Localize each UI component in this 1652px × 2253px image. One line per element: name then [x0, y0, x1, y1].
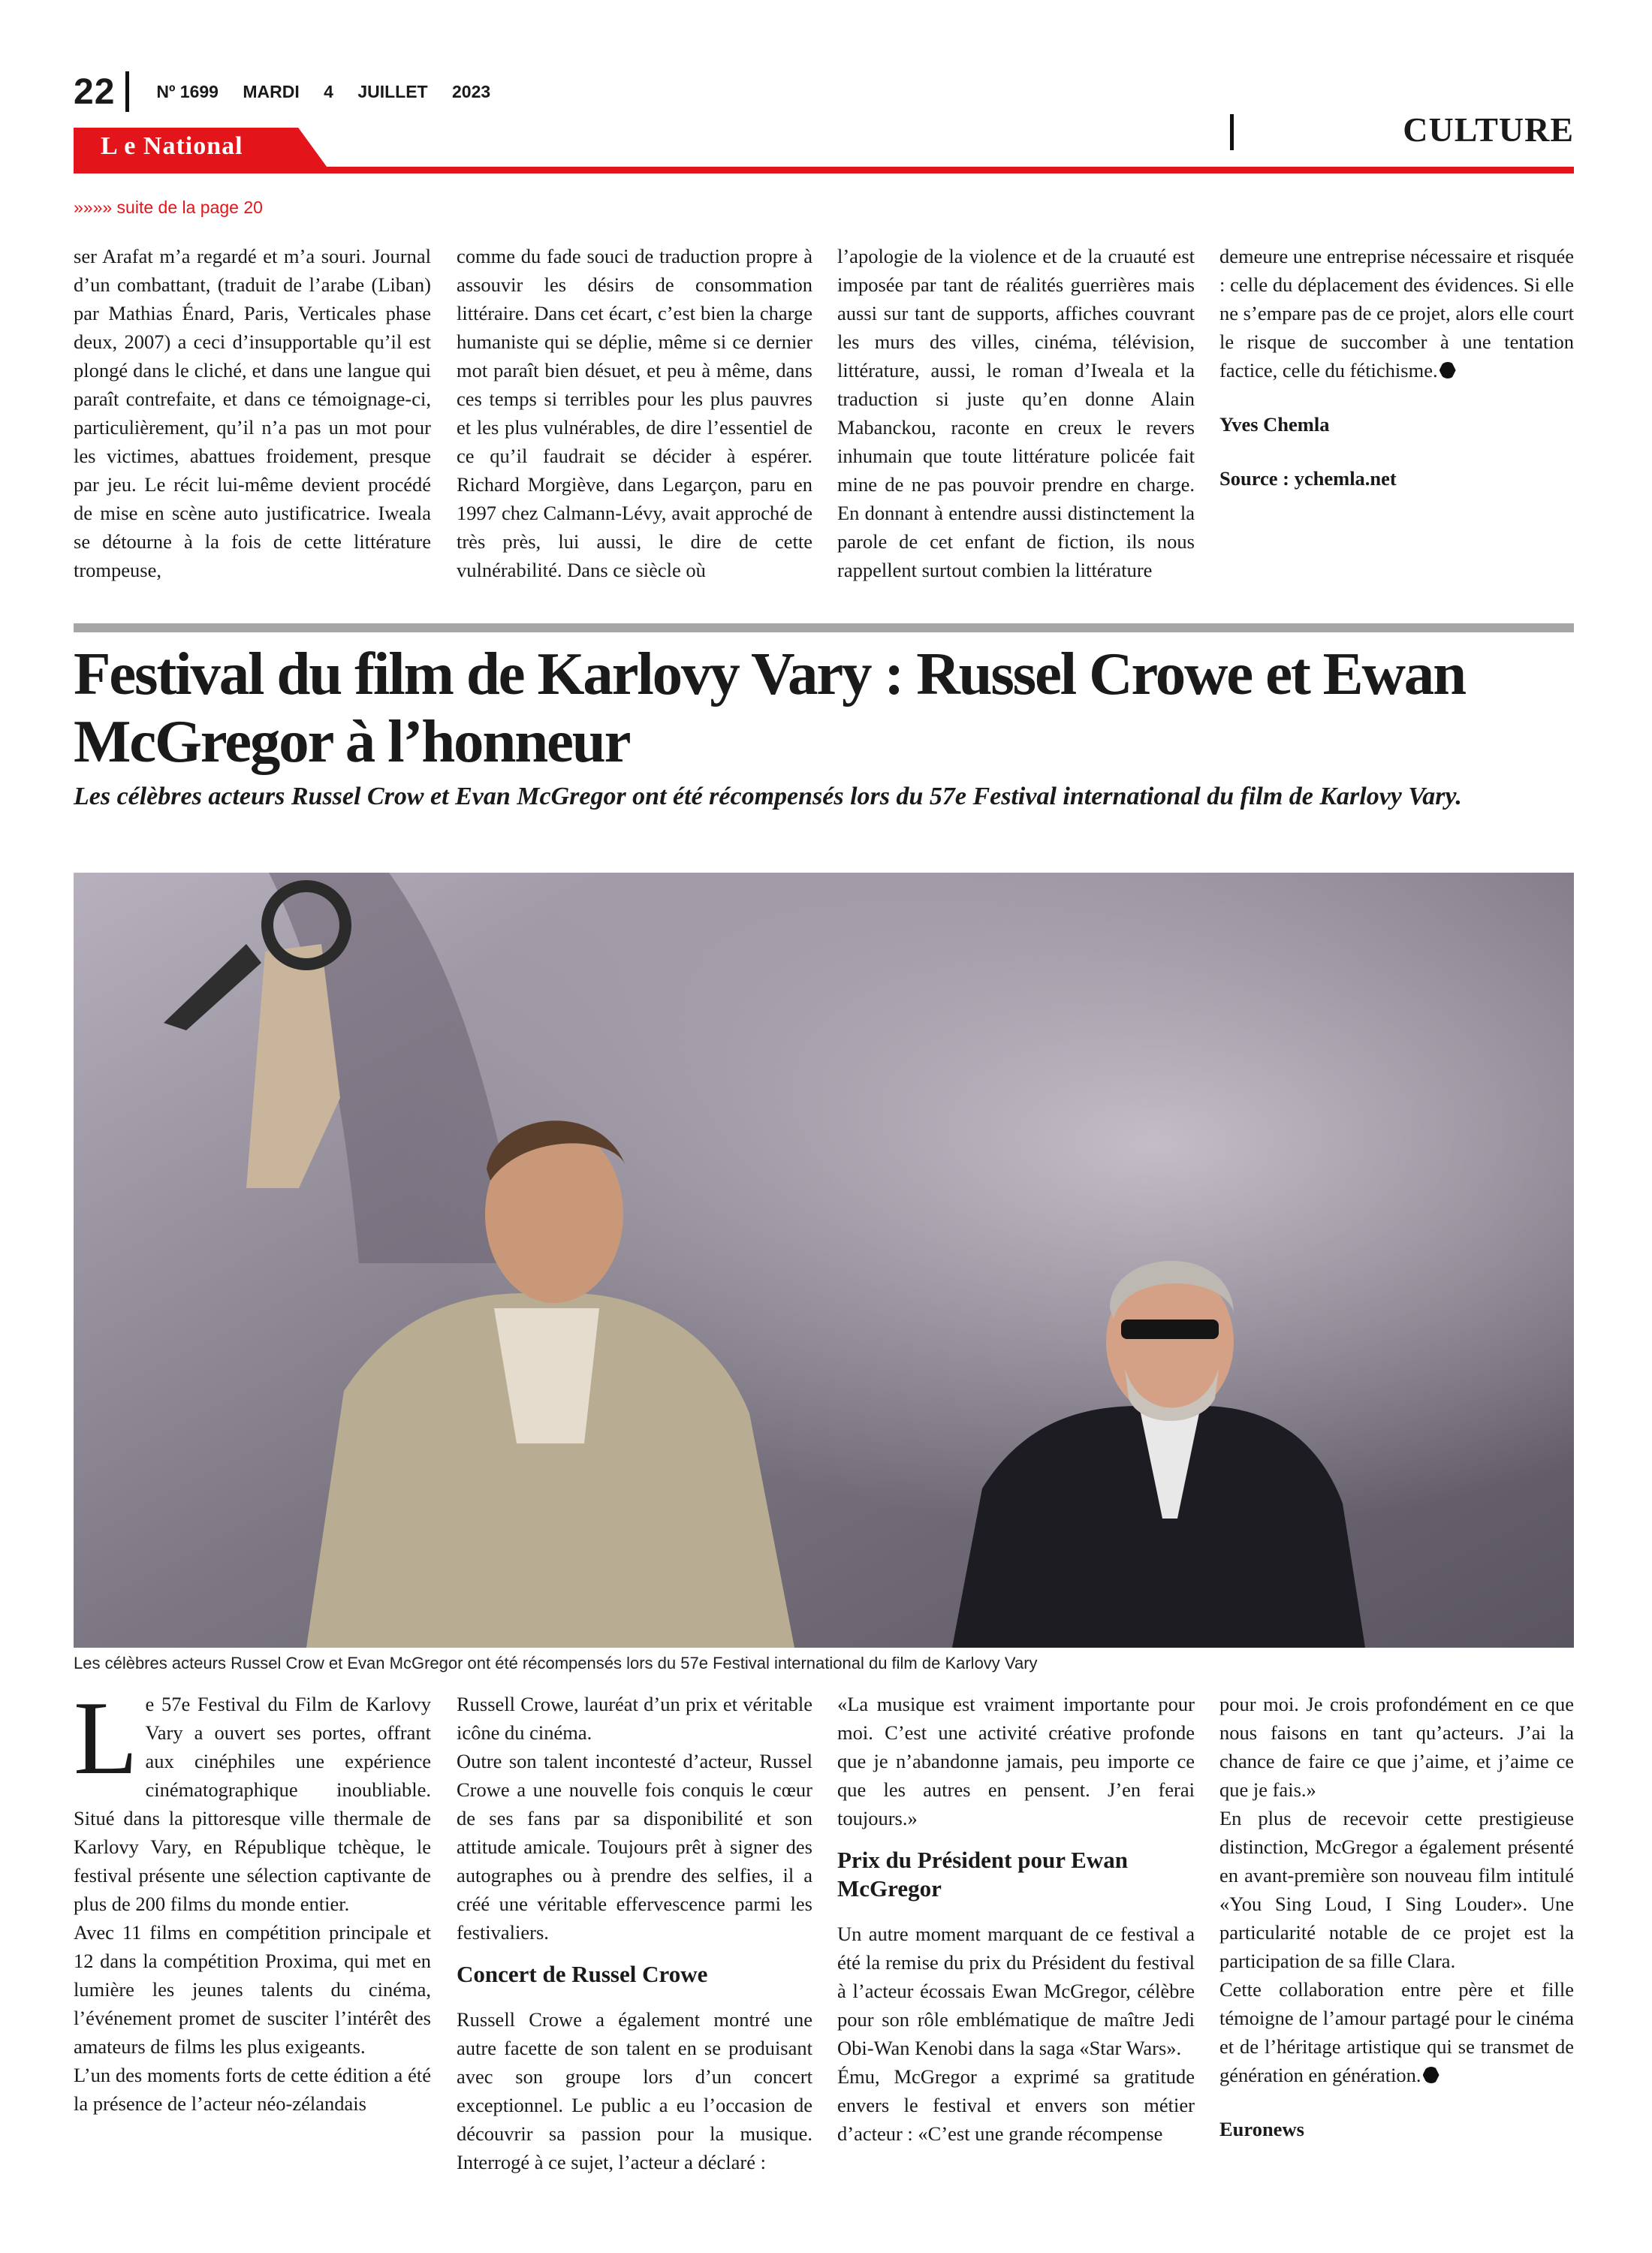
article-lede: Les célèbres acteurs Russel Crow et Evan McGregor ont été récompensés lors du 57e Festival international du film de Karlovy Vary.	[74, 783, 1462, 810]
paragraph: En plus de recevoir cette prestigieuse distinction, McGregor a également présenté en avant-première son nouveau film intitulé «You Sing Loud, I Sing Louder». Une particularité notable de ce projet est la participation de sa fille Clara.	[1219, 1807, 1574, 1972]
issue-day: MARDI	[243, 81, 300, 101]
issue-date: 4	[324, 81, 333, 101]
article-photo	[74, 873, 1574, 1648]
header-divider	[125, 71, 129, 112]
continued-from: »»»» suite de la page 20	[74, 198, 263, 217]
body-column-3	[837, 1690, 1195, 2148]
author-signature: Yves Chemla	[1219, 413, 1330, 436]
paragraph	[1219, 1975, 1574, 2089]
paragraph: «La musique est vraiment importante pour moi. C’est une activité créative profonde que je n’abandonne jamais, peu importe ce que les autres en pensent. J’en ferai toujours.»	[837, 1693, 1195, 1829]
paragraph: ser Arafat m’a regardé et m’a souri. Journal d’un combattant, (traduit de l’arabe (Liban) par Mathias Énard, Paris, Verticales phase deux, 2007) a ceci d’insupportable qu’il est plongé dans le cliché, et dans une langue qui paraît contrefaite, et dans ce témoignage-ci, particulièrement, qu’il n’a pas un mot pour les victimes, abattues froidement, presque par jeu. Le récit lui-même devient procédé de mise en scène auto justificatrice. Iweala se détourne à la fois de cette littérature trompeuse,	[74, 245, 431, 581]
source-line: Source : ychemla.net	[1219, 467, 1397, 490]
paragraph: Un autre moment marquant de ce festival a été la remise du prix du Président du festival à l’acteur écossais Ewan McGregor, célèbre pour son rôle emblématique de maître Jedi Obi-Wan Kenobi dans la saga «Star Wars».	[837, 1923, 1195, 2059]
brand-name: L e National	[101, 132, 243, 160]
paragraph	[74, 1680, 431, 1918]
subheading-president-prize: Prix du Président pour Ewan McGregor	[837, 1847, 1128, 1902]
hexagon-end-icon	[1423, 2067, 1439, 2083]
paragraph: Outre son talent incontesté d’acteur, Russel Crowe a une nouvelle fois conquis le cœur de ses fans par sa disponibilité et son attitude amicale. Toujours prêt à signer des autographes ou à prendre des selfies, il a créé une véritable effervescence parmi les festivaliers.	[457, 1750, 812, 1944]
headline-line-1: Festival du film de Karlovy Vary : Russel Crowe et Ewan	[74, 640, 1465, 707]
body-column-1	[74, 1680, 431, 2118]
issue-meta	[156, 82, 510, 102]
top-column-2	[457, 242, 812, 607]
paragraph: L’un des moments forts de cette édition a été la présence de l’acteur néo-zélandais	[74, 2064, 431, 2115]
issue-number: Nº 1699	[156, 81, 219, 101]
body-column-2	[457, 1690, 812, 2176]
paragraph: Russell Crowe, lauréat d’un prix et véritable icône du cinéma.	[457, 1693, 812, 1744]
issue-month: JUILLET	[357, 81, 428, 101]
paragraph: l’apologie de la violence et de la cruauté est imposée par tant de réalités guerrières mais aussi sur tant de supports, affiches couvrant les murs des villes, cinéma, télévision, littérature, aussi, le roman d’Iweala et la traduction si juste qu’en donne Alain Mabanckou, raconte en creux le revers inhumain que toute littérature policée fait mine de ne pas pouvoir prendre en charge. En donnant à entendre aussi distinctement la parole de cet enfant de fiction, ils nous rappellent surtout combien la littérature	[837, 245, 1195, 581]
paragraph-text: demeure une entreprise nécessaire et risquée : celle du déplacement des évidences. Si elle ne s’empare pas de ce projet, alors elle court le risque de succomber à une tentation factice, celle du fétichisme.	[1219, 245, 1574, 382]
paragraph: Ému, McGregor a exprimé sa gratitude envers le festival et envers son métier d’acteur : «C’est une grande récompense	[837, 2065, 1195, 2145]
paragraph	[1219, 242, 1574, 385]
paragraph: Avec 11 films en compétition principale et 12 dans la compétition Proxima, qui met en lumière les jeunes talents du cinéma, l’événement promet de susciter l’intérêt des amateurs de films les plus exigeants.	[74, 1921, 431, 2058]
page-header	[74, 69, 510, 114]
page-number: 22	[74, 71, 116, 112]
section-divider	[1230, 114, 1234, 150]
section-separator	[74, 623, 1574, 632]
top-column-4	[1219, 242, 1574, 607]
article-source: Euronews	[1219, 2118, 1304, 2140]
top-column-3	[837, 242, 1195, 607]
paragraph: Russell Crowe a également montré une autre facette de son talent en se produisant avec son groupe lors d’un concert exceptionnel. Le public a eu l’occasion de découvrir sa passion pour la musique. Interrogé à ce sujet, l’acteur a déclaré :	[457, 2008, 812, 2173]
subheading-concert: Concert de Russel Crowe	[457, 1961, 708, 1987]
header-rule	[74, 167, 1574, 173]
paragraph: comme du fade souci de traduction propre à assouvir les désirs de consommation littéraire. Dans cet écart, c’est bien la charge humaniste qui se déplie, même si ce dernier mot paraît bien désuet, et peu à même, dans ces temps si terribles pour les plus pauvres et les plus vulnérables, de dire l’essentiel de ce qu’il faudrait se décider à espérer. Richard Morgiève, dans Legarçon, paru en 1997 chez Calmann-Lévy, avait approché de très près, lui aussi, le dire de cette vulnérabilité. Dans ce siècle où	[457, 245, 812, 581]
drop-cap: L	[74, 1680, 138, 1796]
top-column-1	[74, 242, 431, 607]
photo-caption: Les célèbres acteurs Russel Crow et Evan McGregor ont été récompensés lors du 57e Festival international du film de Karlovy Vary	[74, 1654, 1038, 1672]
photo-illustration	[74, 873, 1574, 1648]
issue-year: 2023	[452, 81, 491, 101]
paragraph-text: Cette collaboration entre père et fille témoigne de l’amour partagé pour le cinéma et de l’héritage artistique qui se transmet de génération en génération.	[1219, 1978, 1574, 2086]
paragraph: pour moi. Je crois profondément en ce que nous faisons en tant qu’acteurs. J’ai la chance de faire ce que j’aime, et j’aime ce que je fais.»	[1219, 1693, 1574, 1801]
headline-line-2: McGregor à l’honneur	[74, 707, 630, 775]
paragraph-text: e 57e Festival du Film de Karlovy Vary a ouvert ses portes, offrant aux cinéphiles une expérience cinématographique inoubliable. Situé dans la pittoresque ville thermale de Karlovy Vary, en République tchèque, le festival présente une sélection captivante de plus de 200 films du monde entier.	[74, 1693, 431, 1915]
hexagon-end-icon	[1439, 362, 1456, 379]
section-name: CULTURE	[1403, 110, 1574, 149]
article-headline	[74, 640, 1575, 775]
body-column-4	[1219, 1690, 1574, 2143]
